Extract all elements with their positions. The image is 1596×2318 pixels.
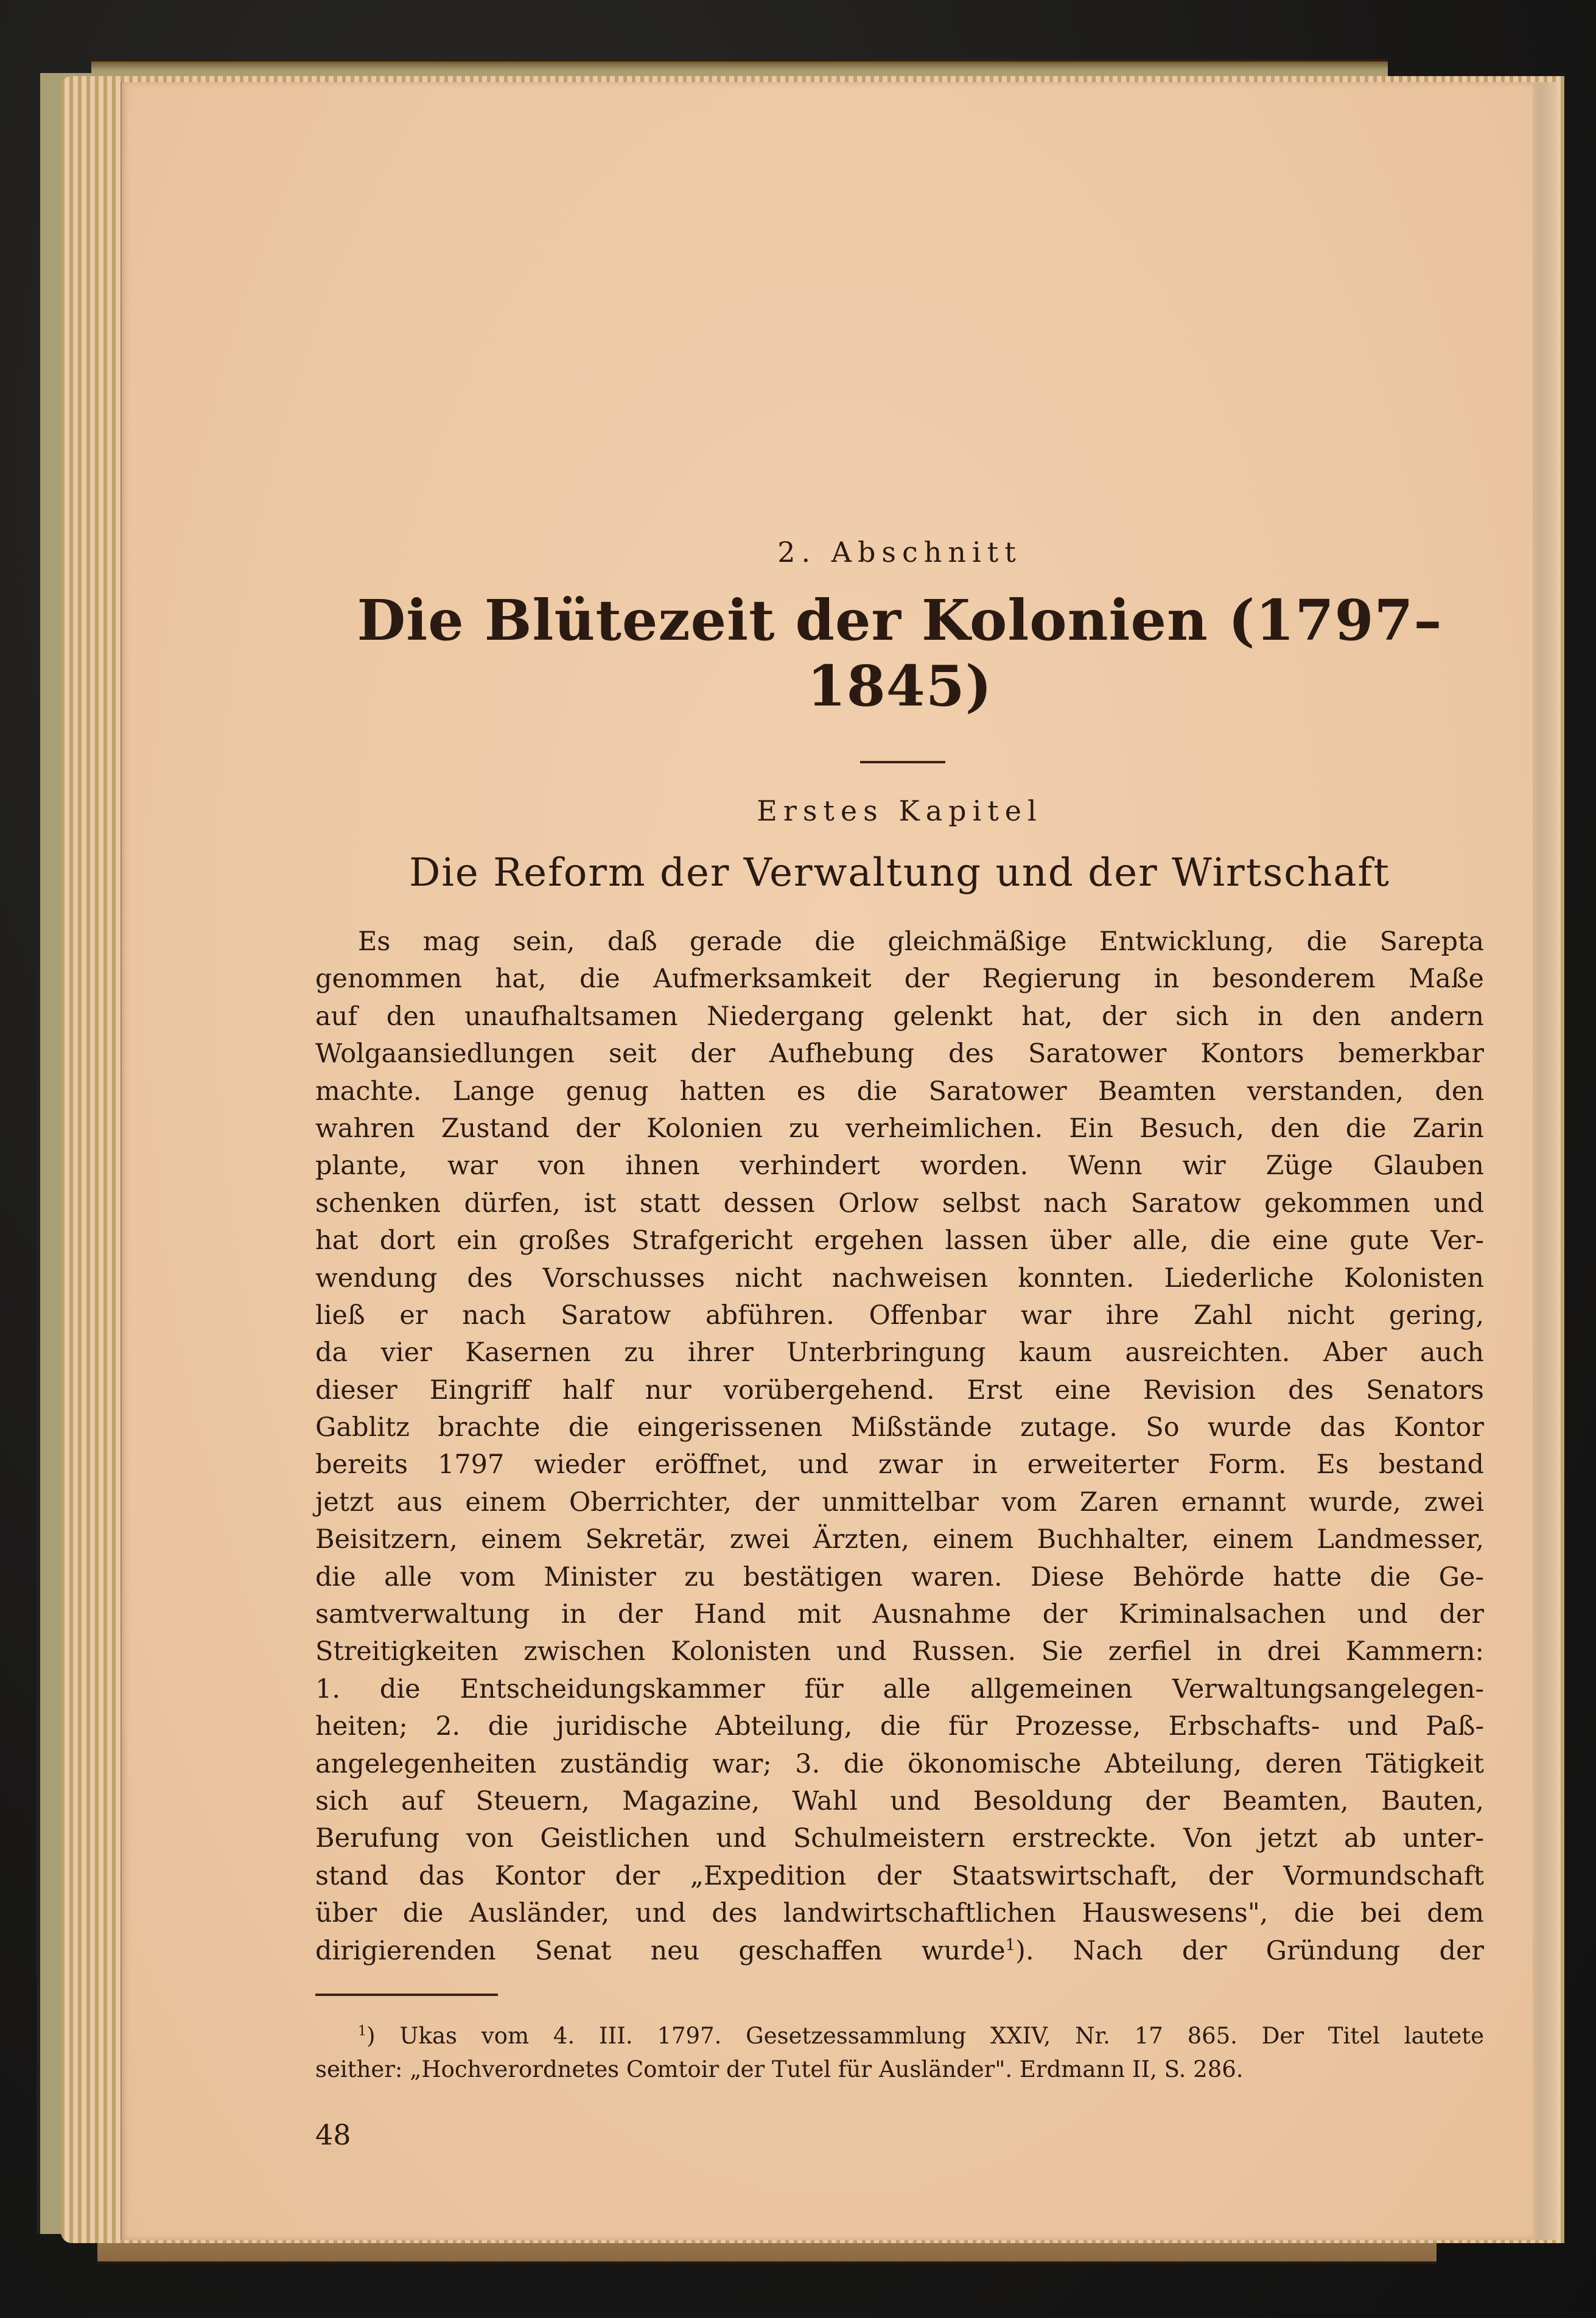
section-label: 2. Abschnitt (777, 536, 1022, 569)
body-line: Wolgaansiedlungen seit der Aufhebung des Saratower Kontors bemerkbar (315, 1038, 1484, 1070)
page-number: 48 (315, 2118, 351, 2151)
body-line: sich auf Steuern, Magazine, Wahl und Besoldung der Beamten, Bauten, (315, 1785, 1484, 1816)
page-right-edge (1533, 82, 1557, 2240)
body-line-last (315, 1933, 1484, 1970)
chapter-title: Die Reform der Verwaltung und der Wirtschaft (409, 850, 1390, 895)
body-line: Berufung von Geistlichen und Schulmeistern erstreckte. Von jetzt ab unter- (315, 1823, 1484, 1854)
footnote-line (315, 2019, 1484, 2053)
body-line: die alle vom Minister zu bestätigen waren. Diese Behörde hatte die Ge- (315, 1561, 1484, 1592)
book-page (121, 82, 1557, 2240)
title-divider (860, 761, 945, 763)
body-line: plante, war von ihnen verhindert worden. Wenn wir Züge Glauben (315, 1150, 1484, 1182)
body-line: über die Ausländer, und des landwirtschaftlichen Hauswesens", die bei dem (315, 1898, 1484, 1929)
body-line: schenken dürfen, ist statt dessen Orlow selbst nach Saratow gekommen und (315, 1188, 1484, 1219)
body-line: da vier Kasernen zu ihrer Unterbringung kaum ausreichten. Aber auch (315, 1337, 1484, 1368)
body-line-tail: ). Nach der Gründung der (1015, 1935, 1484, 1966)
footnote-text: ) Ukas vom 4. III. 1797. Gesetzessammlung XXIV, Nr. 17 865. Der Titel lautete (366, 2023, 1484, 2049)
body-line: heiten; 2. die juridische Abteilung, die für Prozesse, Erbschafts- und Paß- (315, 1711, 1484, 1742)
body-line: angelegenheiten zuständig war; 3. die ökonomische Abteilung, deren Tätigkeit (315, 1748, 1484, 1779)
body-line: 1. die Entscheidungskammer für alle allgemeinen Verwaltungsangelegen- (315, 1673, 1484, 1704)
body-line: genommen hat, die Aufmerksamkeit der Regierung in besonderem Maße (315, 964, 1484, 995)
body-line: auf den unaufhaltsamen Niedergang gelenkt hat, der sich in den andern (315, 1001, 1484, 1032)
body-line: Streitigkeiten zwischen Kolonisten und Russen. Sie zerfiel in drei Kammern: (315, 1636, 1484, 1667)
body-line: samtverwaltung in der Hand mit Ausnahme der Kriminalsachen und der (315, 1599, 1484, 1630)
body-line: wahren Zustand der Kolonien zu verheimlichen. Ein Besuch, den die Zarin (315, 1113, 1484, 1144)
main-title: Die Blütezeit der Kolonien (1797–1845) (357, 587, 1443, 719)
body-line-text: dirigierenden Senat neu geschaffen wurde (315, 1935, 1006, 1966)
footnote-marker: 1 (358, 2023, 367, 2039)
body-line: machte. Lange genug hatten es die Saratower Beamten verstanden, den (315, 1076, 1484, 1107)
footnote-divider (315, 1994, 498, 1996)
body-line: Gablitz brachte die eingerissenen Mißstände zutage. So wurde das Kontor (315, 1412, 1484, 1443)
body-paragraph (315, 923, 1484, 1970)
footnote (315, 2019, 1484, 2086)
page-gutter-line (121, 82, 122, 2240)
body-line: bereits 1797 wieder eröffnet, und zwar in erweiterter Form. Es bestand (315, 1449, 1484, 1480)
body-line: stand das Kontor der „Expedition der Staatswirtschaft, der Vormundschaft (315, 1860, 1484, 1891)
body-line: jetzt aus einem Oberrichter, der unmittelbar vom Zaren ernannt wurde, zwei (315, 1486, 1484, 1518)
body-line: Beisitzern, einem Sekretär, zwei Ärzten, einem Buchhalter, einem Landmesser, (315, 1524, 1484, 1555)
body-line: Es mag sein, daß gerade die gleichmäßige Entwicklung, die Sarepta (358, 926, 1484, 957)
chapter-label: Erstes Kapitel (757, 794, 1043, 827)
body-line: wendung des Vorschusses nicht nachweisen konnten. Liederliche Kolonisten (315, 1262, 1484, 1294)
body-line: dieser Eingriff half nur vorübergehend. Erst eine Revision des Senators (315, 1374, 1484, 1406)
body-line: ließ er nach Saratow abführen. Offenbar war ihre Zahl nicht gering, (315, 1300, 1484, 1331)
footnote-reference[interactable]: 1 (1005, 1936, 1016, 1955)
body-line: hat dort ein großes Strafgericht ergehen lassen über alle, die eine gute Ver- (315, 1225, 1484, 1256)
footnote-line: seither: „Hochverordnetes Comtoir der Tutel für Ausländer". Erdmann II, S. 286. (315, 2056, 1244, 2082)
